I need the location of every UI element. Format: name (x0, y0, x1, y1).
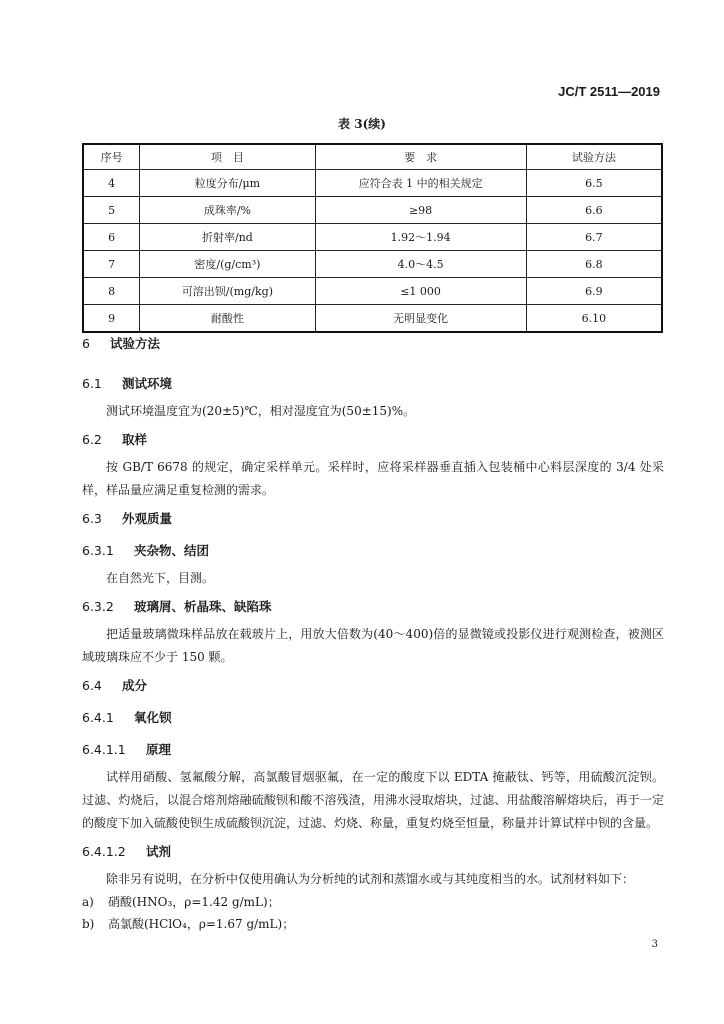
table-cell: 密度/(g/cm³) (140, 251, 315, 278)
list-marker: b) (82, 917, 95, 931)
table-row (83, 278, 662, 305)
section-title: 玻璃屑、析晶珠、缺陷珠 (134, 599, 272, 614)
table-row (83, 170, 662, 197)
section-number: 6.2 (82, 432, 102, 447)
standard-code: JC/T 2511—2019 (558, 84, 660, 99)
section-heading-6-4 (82, 677, 664, 695)
section-number: 6.4.1.1 (82, 742, 126, 757)
table-cell: 4.0～4.5 (315, 251, 526, 278)
section-title: 试剂 (146, 844, 172, 859)
section-number: 6.4 (82, 678, 102, 693)
table-cell: 4 (83, 170, 140, 197)
table-cell: 9 (83, 305, 140, 333)
header-cell-item: 项 目 (140, 144, 315, 170)
table-cell: 成珠率/% (140, 197, 315, 224)
table-cell: 折射率/nd (140, 224, 315, 251)
table-caption: 表 3(续) (338, 117, 386, 131)
document-body (82, 335, 664, 935)
paragraph-glass-defects: 把适量玻璃微珠样品放在载玻片上，用放大倍数为(40～400)倍的显微镜或投影仪进行观测检查，被测区域玻璃珠应不少于 150 颗。 (82, 627, 664, 664)
section-heading-6-4-1 (82, 709, 664, 727)
section-title: 取样 (122, 432, 148, 447)
section-heading-6-4-1-1 (82, 741, 664, 759)
list-item-text: 高氯酸(HClO₄，ρ=1.67 g/mL)； (108, 917, 295, 931)
paragraph-test-environment: 测试环境温度宜为(20±5)℃，相对湿度宜为(50±15)%。 (106, 404, 416, 418)
table-cell: 无明显变化 (315, 305, 526, 333)
requirements-table (82, 143, 663, 333)
section-title: 试验方法 (110, 336, 161, 351)
list-item-text: 硝酸(HNO₃，ρ=1.42 g/mL)； (108, 895, 280, 909)
table-cell: 6.10 (526, 305, 662, 333)
table-cell: ≤1 000 (315, 278, 526, 305)
table-cell: 可溶出钡/(mg/kg) (140, 278, 315, 305)
paragraph-sampling: 按 GB/T 6678 的规定，确定采样单元。采样时，应将采样器垂直插入包装桶中心料层深度的 3/4 处采样，样品量应满足重复检测的需求。 (82, 460, 664, 497)
section-heading-6-3-2 (82, 598, 664, 616)
table-row (83, 197, 662, 224)
table-cell: 应符合表 1 中的相关规定 (315, 170, 526, 197)
table-row (83, 251, 662, 278)
table-cell: 8 (83, 278, 140, 305)
section-number: 6 (82, 336, 90, 351)
table-cell: 6.7 (526, 224, 662, 251)
table-cell: 6 (83, 224, 140, 251)
table-cell: 6.6 (526, 197, 662, 224)
section-heading-6 (82, 335, 664, 353)
paragraph-principle: 试样用硝酸、氢氟酸分解，高氯酸冒烟驱氟，在一定的酸度下以 EDTA 掩蔽钛、钙等，用硫酸沉淀钡。过滤、灼烧后，以混合熔剂熔融硫酸钡和酸不溶残渣，用沸水浸取熔块，过滤、用盐酸溶解熔块后，再于一定的酸度下加入硫酸使钡生成硫酸钡沉淀，过滤、灼烧、称量，重复灼烧至恒量，称量并计算试样中钡的含量。 (82, 770, 664, 830)
section-title: 原理 (146, 742, 172, 757)
table-cell: 7 (83, 251, 140, 278)
section-heading-6-2 (82, 431, 664, 449)
section-heading-6-3-1 (82, 542, 664, 560)
paragraph-inclusions: 在自然光下，目测。 (106, 571, 215, 585)
list-item (82, 913, 664, 935)
table-cell: 耐酸性 (140, 305, 315, 333)
table-cell: 1.92～1.94 (315, 224, 526, 251)
section-title: 外观质量 (122, 511, 173, 526)
list-marker: a) (82, 895, 94, 909)
section-number: 6.4.1 (82, 710, 114, 725)
table-cell: 6.9 (526, 278, 662, 305)
section-title: 氧化钡 (134, 710, 172, 725)
section-number: 6.3.2 (82, 599, 114, 614)
section-title: 成分 (122, 678, 148, 693)
table-row (83, 305, 662, 333)
table-cell: ≥98 (315, 197, 526, 224)
section-heading-6-4-1-2 (82, 843, 664, 861)
header-cell-requirement: 要 求 (315, 144, 526, 170)
header-cell-no: 序号 (83, 144, 140, 170)
list-item (82, 891, 664, 913)
table-header-row (83, 144, 662, 170)
section-title: 夹杂物、结团 (134, 543, 210, 558)
section-number: 6.1 (82, 376, 102, 391)
section-heading-6-3 (82, 510, 664, 528)
table-row (83, 224, 662, 251)
section-heading-6-1 (82, 375, 664, 393)
table-cell: 6.8 (526, 251, 662, 278)
section-number: 6.4.1.2 (82, 844, 126, 859)
paragraph-reagents: 除非另有说明，在分析中仅使用确认为分析纯的试剂和蒸馏水或与其纯度相当的水。试剂材料如下： (106, 872, 635, 886)
section-number: 6.3.1 (82, 543, 114, 558)
section-title: 测试环境 (122, 376, 173, 391)
page-number: 3 (651, 939, 658, 950)
table-cell: 6.5 (526, 170, 662, 197)
header-cell-test-method: 试验方法 (526, 144, 662, 170)
table-cell: 粒度分布/μm (140, 170, 315, 197)
table-cell: 5 (83, 197, 140, 224)
section-number: 6.3 (82, 511, 102, 526)
